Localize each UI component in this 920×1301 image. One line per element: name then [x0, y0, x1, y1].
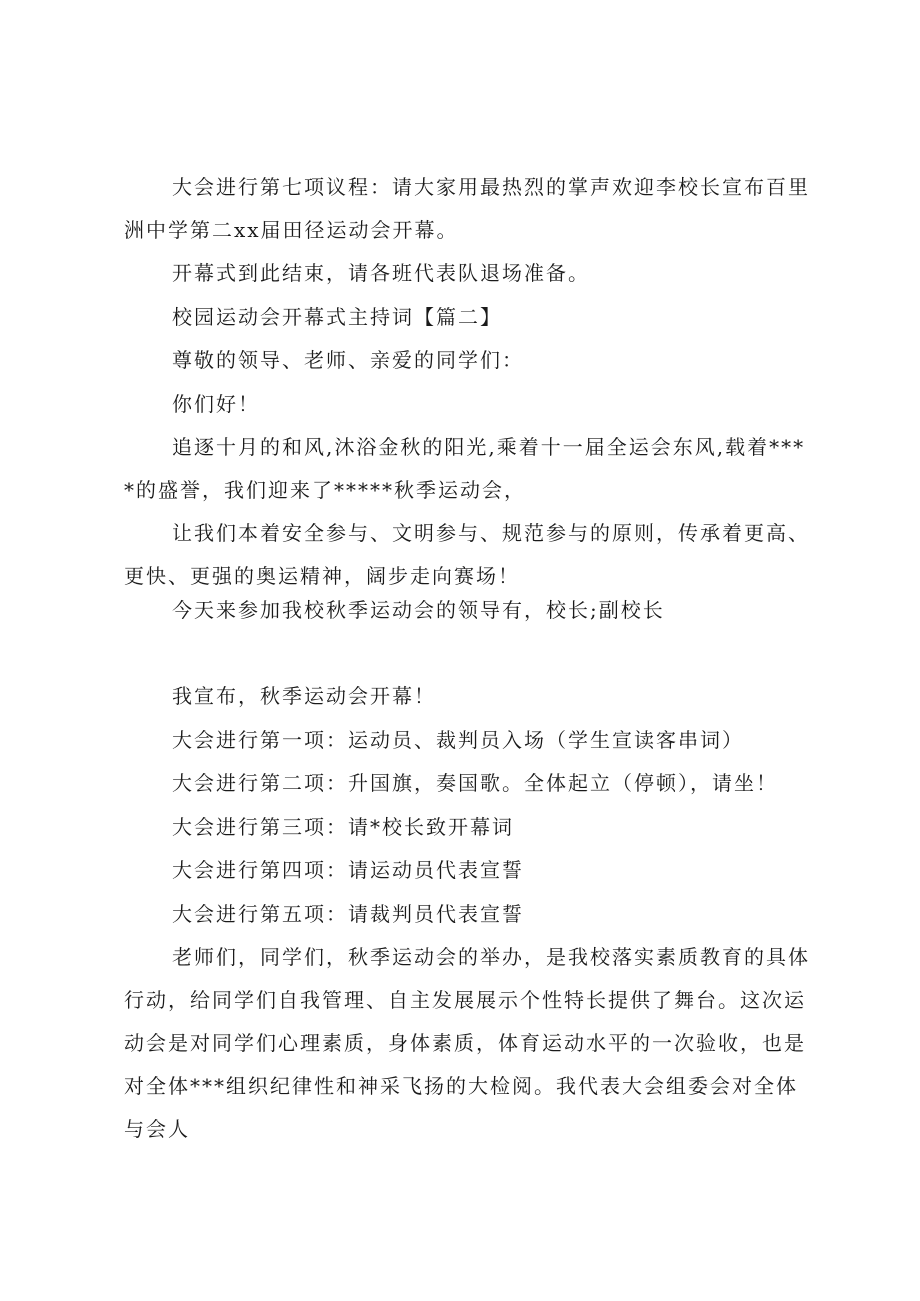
paragraph-agenda-item-three: 大会进行第三项：请*校长致开幕词 [172, 815, 514, 839]
paragraph-olympic-spirit: 让我们本着安全参与、文明参与、规范参与的原则，传承着更高、更快、更强的奥运精神，阔步走向赛场！ [124, 521, 810, 588]
paragraph-declare-opening: 我宣布，秋季运动会开幕！ [172, 684, 436, 708]
paragraph-agenda-item-four: 大会进行第四项：请运动员代表宣誓 [172, 858, 524, 882]
paragraph-sports-meet-significance: 老师们，同学们，秋季运动会的举办，是我校落实素质教育的具体行动，给同学们自我管理、自主发展展示个性特长提供了舞台。这次运动会是对同学们心理素质，身体素质，体育运动水平的一次验收，也是对全体***组织纪律性和神采飞扬的大检阅。我代表大会组委会对全体与会人 [124, 945, 810, 1141]
paragraph-leaders-present: 今天来参加我校秋季运动会的领导有，校长;副校长 [172, 598, 665, 622]
paragraph-agenda-item-seven: 大会进行第七项议程：请大家用最热烈的掌声欢迎李校长宣布百里洲中学第二xx届田径运动会开幕。 [124, 175, 810, 242]
paragraph-agenda-item-five: 大会进行第五项：请裁判员代表宣誓 [172, 902, 524, 926]
paragraph-agenda-item-one: 大会进行第一项：运动员、裁判员入场（学生宣读客串词） [172, 728, 744, 752]
paragraph-closing-notice: 开幕式到此结束，请各班代表队退场准备。 [172, 261, 590, 285]
paragraph-opening-remarks: 追逐十月的和风,沐浴金秋的阳光,乘着十一届全运会东风,载着****的盛誉，我们迎来了*****秋季运动会， [124, 435, 806, 502]
section-title: 校园运动会开幕式主持词【篇二】 [172, 305, 502, 329]
paragraph-agenda-item-two: 大会进行第二项：升国旗，奏国歌。全体起立（停顿），请坐！ [172, 771, 778, 795]
paragraph-salutation: 尊敬的领导、老师、亲爱的同学们： [172, 348, 524, 372]
paragraph-greeting: 你们好！ [172, 392, 260, 416]
